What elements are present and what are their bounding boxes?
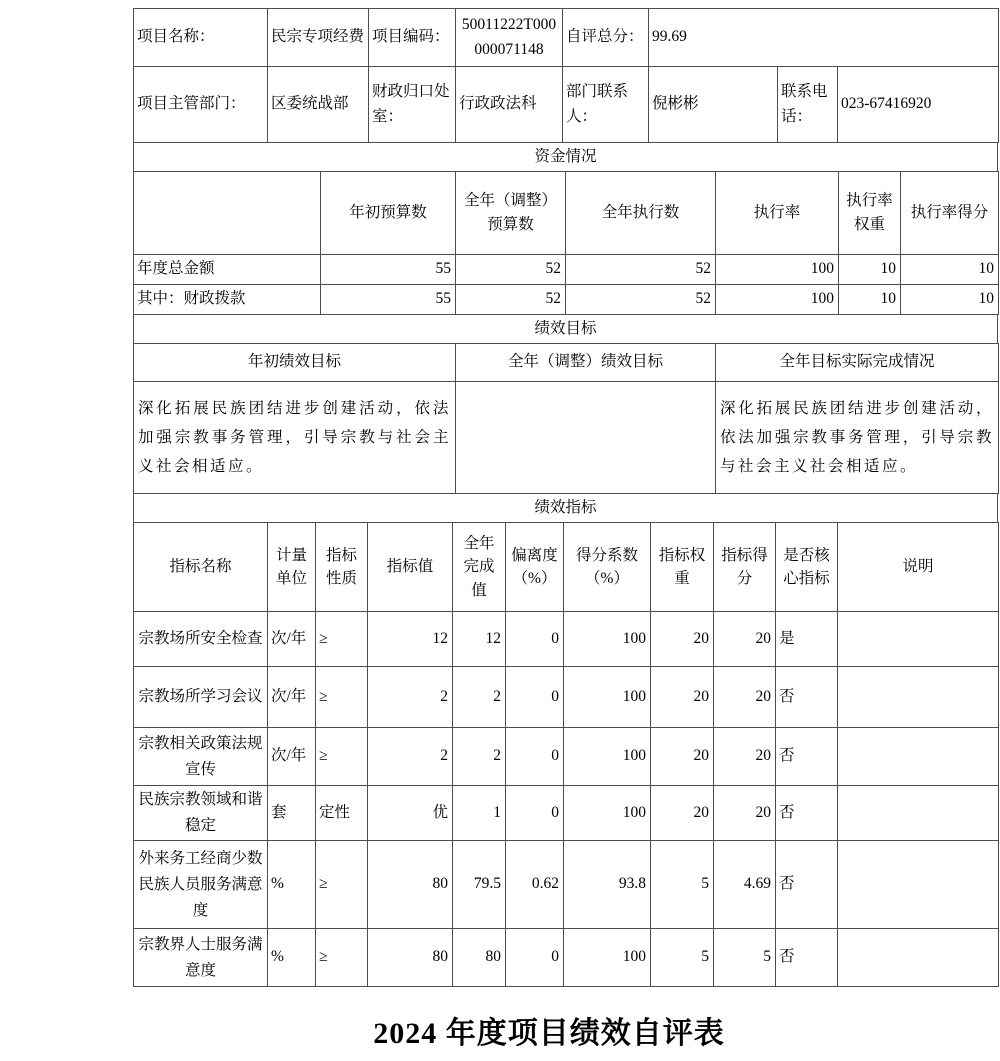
funding-col-initial: 年初预算数 xyxy=(321,172,456,255)
project-dept-row xyxy=(134,67,999,143)
ind-score: 5 xyxy=(714,929,776,987)
funding-header-row xyxy=(134,172,999,255)
indicator-row xyxy=(134,612,999,667)
funding-executed: 52 xyxy=(566,285,716,315)
ind-unit: 次/年 xyxy=(268,667,316,728)
funding-score: 10 xyxy=(901,285,999,315)
ind-col-done: 全年完成值 xyxy=(453,523,506,612)
funding-table xyxy=(133,171,999,315)
funding-section-title: 资金情况 xyxy=(134,143,998,172)
ind-coefficient: 93.8 xyxy=(564,841,651,929)
ind-name: 民族宗教领域和谐稳定 xyxy=(134,786,268,841)
targets-col-actual: 全年目标实际完成情况 xyxy=(716,344,999,382)
ind-weight: 20 xyxy=(651,728,714,786)
ind-core: 否 xyxy=(776,929,838,987)
ind-core: 否 xyxy=(776,841,838,929)
targets-actual-text: 深化拓展民族团结进步创建活动，依法加强宗教事务管理，引导宗教与社会主义社会相适应。 xyxy=(716,382,999,494)
indicators-header-row xyxy=(134,523,999,612)
contact-value: 倪彬彬 xyxy=(649,67,778,143)
targets-content-row xyxy=(134,382,999,494)
ind-target: 2 xyxy=(368,667,453,728)
targets-header-row xyxy=(134,344,999,382)
targets-col-adjusted: 全年（调整）绩效目标 xyxy=(456,344,716,382)
form-table-area xyxy=(133,8,998,987)
ind-done: 12 xyxy=(453,612,506,667)
ind-col-weight: 指标权重 xyxy=(651,523,714,612)
ind-note xyxy=(838,786,999,841)
targets-table xyxy=(133,343,999,494)
ind-coefficient: 100 xyxy=(564,667,651,728)
targets-col-initial: 年初绩效目标 xyxy=(134,344,456,382)
ind-nature: ≥ xyxy=(316,841,368,929)
ind-name: 宗教界人士服务满意度 xyxy=(134,929,268,987)
funding-score: 10 xyxy=(901,255,999,285)
funding-adjusted: 52 xyxy=(456,285,566,315)
ind-name: 宗教场所安全检查 xyxy=(134,612,268,667)
funding-section-band xyxy=(133,142,998,172)
ind-coefficient: 100 xyxy=(564,929,651,987)
project-name-row xyxy=(134,9,999,67)
project-code-value: 50011222T000000071148 xyxy=(456,9,563,67)
ind-col-deviation: 偏离度（%） xyxy=(506,523,564,612)
ind-deviation: 0 xyxy=(506,667,564,728)
ind-coefficient: 100 xyxy=(564,612,651,667)
self-score-label: 自评总分： xyxy=(563,9,649,67)
ind-score: 4.69 xyxy=(714,841,776,929)
funding-row-label: 其中：财政拨款 xyxy=(134,285,321,315)
ind-unit: % xyxy=(268,929,316,987)
ind-deviation: 0.62 xyxy=(506,841,564,929)
ind-score: 20 xyxy=(714,667,776,728)
ind-score: 20 xyxy=(714,786,776,841)
ind-core: 否 xyxy=(776,728,838,786)
ind-nature: ≥ xyxy=(316,667,368,728)
contact-label: 部门联系人： xyxy=(563,67,649,143)
ind-col-score: 指标得分 xyxy=(714,523,776,612)
funding-col-rate-score: 执行率得分 xyxy=(901,172,999,255)
self-score-value: 99.69 xyxy=(649,9,999,67)
funding-row-total xyxy=(134,255,999,285)
ind-target: 80 xyxy=(368,841,453,929)
ind-done: 2 xyxy=(453,728,506,786)
ind-name: 宗教场所学习会议 xyxy=(134,667,268,728)
ind-coefficient: 100 xyxy=(564,786,651,841)
ind-unit: 次/年 xyxy=(268,728,316,786)
ind-name: 外来务工经商少数民族人员服务满意度 xyxy=(134,841,268,929)
ind-note xyxy=(838,612,999,667)
funding-col-rate-weight: 执行率权重 xyxy=(839,172,901,255)
ind-col-unit: 计量单位 xyxy=(268,523,316,612)
project-name-value: 民宗专项经费 xyxy=(268,9,369,67)
funding-col-rate: 执行率 xyxy=(716,172,839,255)
targets-section-band xyxy=(133,314,998,344)
ind-core: 是 xyxy=(776,612,838,667)
ind-col-core: 是否核心指标 xyxy=(776,523,838,612)
finance-office-label: 财政归口处室： xyxy=(369,67,456,143)
page-title: 2024 年度项目绩效自评表 xyxy=(373,1017,725,1050)
ind-unit: % xyxy=(268,841,316,929)
indicators-section-title: 绩效指标 xyxy=(134,494,998,523)
ind-nature: ≥ xyxy=(316,728,368,786)
ind-col-target: 指标值 xyxy=(368,523,453,612)
phone-value: 023-67416920 xyxy=(838,67,999,143)
ind-weight: 20 xyxy=(651,667,714,728)
ind-col-coefficient: 得分系数（%） xyxy=(564,523,651,612)
indicator-row xyxy=(134,786,999,841)
ind-coefficient: 100 xyxy=(564,728,651,786)
ind-done: 79.5 xyxy=(453,841,506,929)
ind-deviation: 0 xyxy=(506,786,564,841)
ind-deviation: 0 xyxy=(506,612,564,667)
ind-name: 宗教相关政策法规宣传 xyxy=(134,728,268,786)
ind-done: 1 xyxy=(453,786,506,841)
funding-row-label: 年度总金额 xyxy=(134,255,321,285)
ind-nature: 定性 xyxy=(316,786,368,841)
funding-row-fiscal xyxy=(134,285,999,315)
funding-executed: 52 xyxy=(566,255,716,285)
finance-office-value: 行政政法科 xyxy=(456,67,563,143)
project-name-label: 项目名称： xyxy=(134,9,268,67)
ind-score: 20 xyxy=(714,612,776,667)
ind-deviation: 0 xyxy=(506,929,564,987)
indicator-row xyxy=(134,667,999,728)
project-code-label: 项目编码： xyxy=(369,9,456,67)
indicator-row xyxy=(134,841,999,929)
ind-score: 20 xyxy=(714,728,776,786)
ind-unit: 套 xyxy=(268,786,316,841)
dept-value: 区委统战部 xyxy=(268,67,369,143)
indicators-table xyxy=(133,522,999,987)
ind-done: 80 xyxy=(453,929,506,987)
ind-col-nature: 指标性质 xyxy=(316,523,368,612)
ind-note xyxy=(838,728,999,786)
project-info-table xyxy=(133,8,999,143)
funding-adjusted: 52 xyxy=(456,255,566,285)
indicator-row xyxy=(134,728,999,786)
ind-target: 2 xyxy=(368,728,453,786)
indicator-row xyxy=(134,929,999,987)
ind-note xyxy=(838,929,999,987)
ind-core: 否 xyxy=(776,786,838,841)
ind-unit: 次/年 xyxy=(268,612,316,667)
funding-initial: 55 xyxy=(321,285,456,315)
targets-initial-text: 深化拓展民族团结进步创建活动，依法加强宗教事务管理，引导宗教与社会主义社会相适应。 xyxy=(134,382,456,494)
funding-col-adjusted: 全年（调整）预算数 xyxy=(456,172,566,255)
ind-nature: ≥ xyxy=(316,929,368,987)
funding-rate: 100 xyxy=(716,255,839,285)
ind-weight: 5 xyxy=(651,929,714,987)
ind-target: 优 xyxy=(368,786,453,841)
ind-col-name: 指标名称 xyxy=(134,523,268,612)
ind-weight: 20 xyxy=(651,612,714,667)
ind-note xyxy=(838,667,999,728)
ind-target: 80 xyxy=(368,929,453,987)
ind-target: 12 xyxy=(368,612,453,667)
funding-rate: 100 xyxy=(716,285,839,315)
targets-section-title: 绩效目标 xyxy=(134,315,998,344)
ind-core: 否 xyxy=(776,667,838,728)
ind-weight: 5 xyxy=(651,841,714,929)
ind-deviation: 0 xyxy=(506,728,564,786)
funding-weight: 10 xyxy=(839,255,901,285)
ind-note xyxy=(838,841,999,929)
targets-adjusted-text xyxy=(456,382,716,494)
ind-col-note: 说明 xyxy=(838,523,999,612)
indicators-section-band xyxy=(133,493,998,523)
dept-label: 项目主管部门： xyxy=(134,67,268,143)
funding-col-executed: 全年执行数 xyxy=(566,172,716,255)
funding-weight: 10 xyxy=(839,285,901,315)
phone-label: 联系电话： xyxy=(778,67,838,143)
funding-col-spacer xyxy=(134,172,321,255)
ind-nature: ≥ xyxy=(316,612,368,667)
ind-done: 2 xyxy=(453,667,506,728)
funding-initial: 55 xyxy=(321,255,456,285)
ind-weight: 20 xyxy=(651,786,714,841)
